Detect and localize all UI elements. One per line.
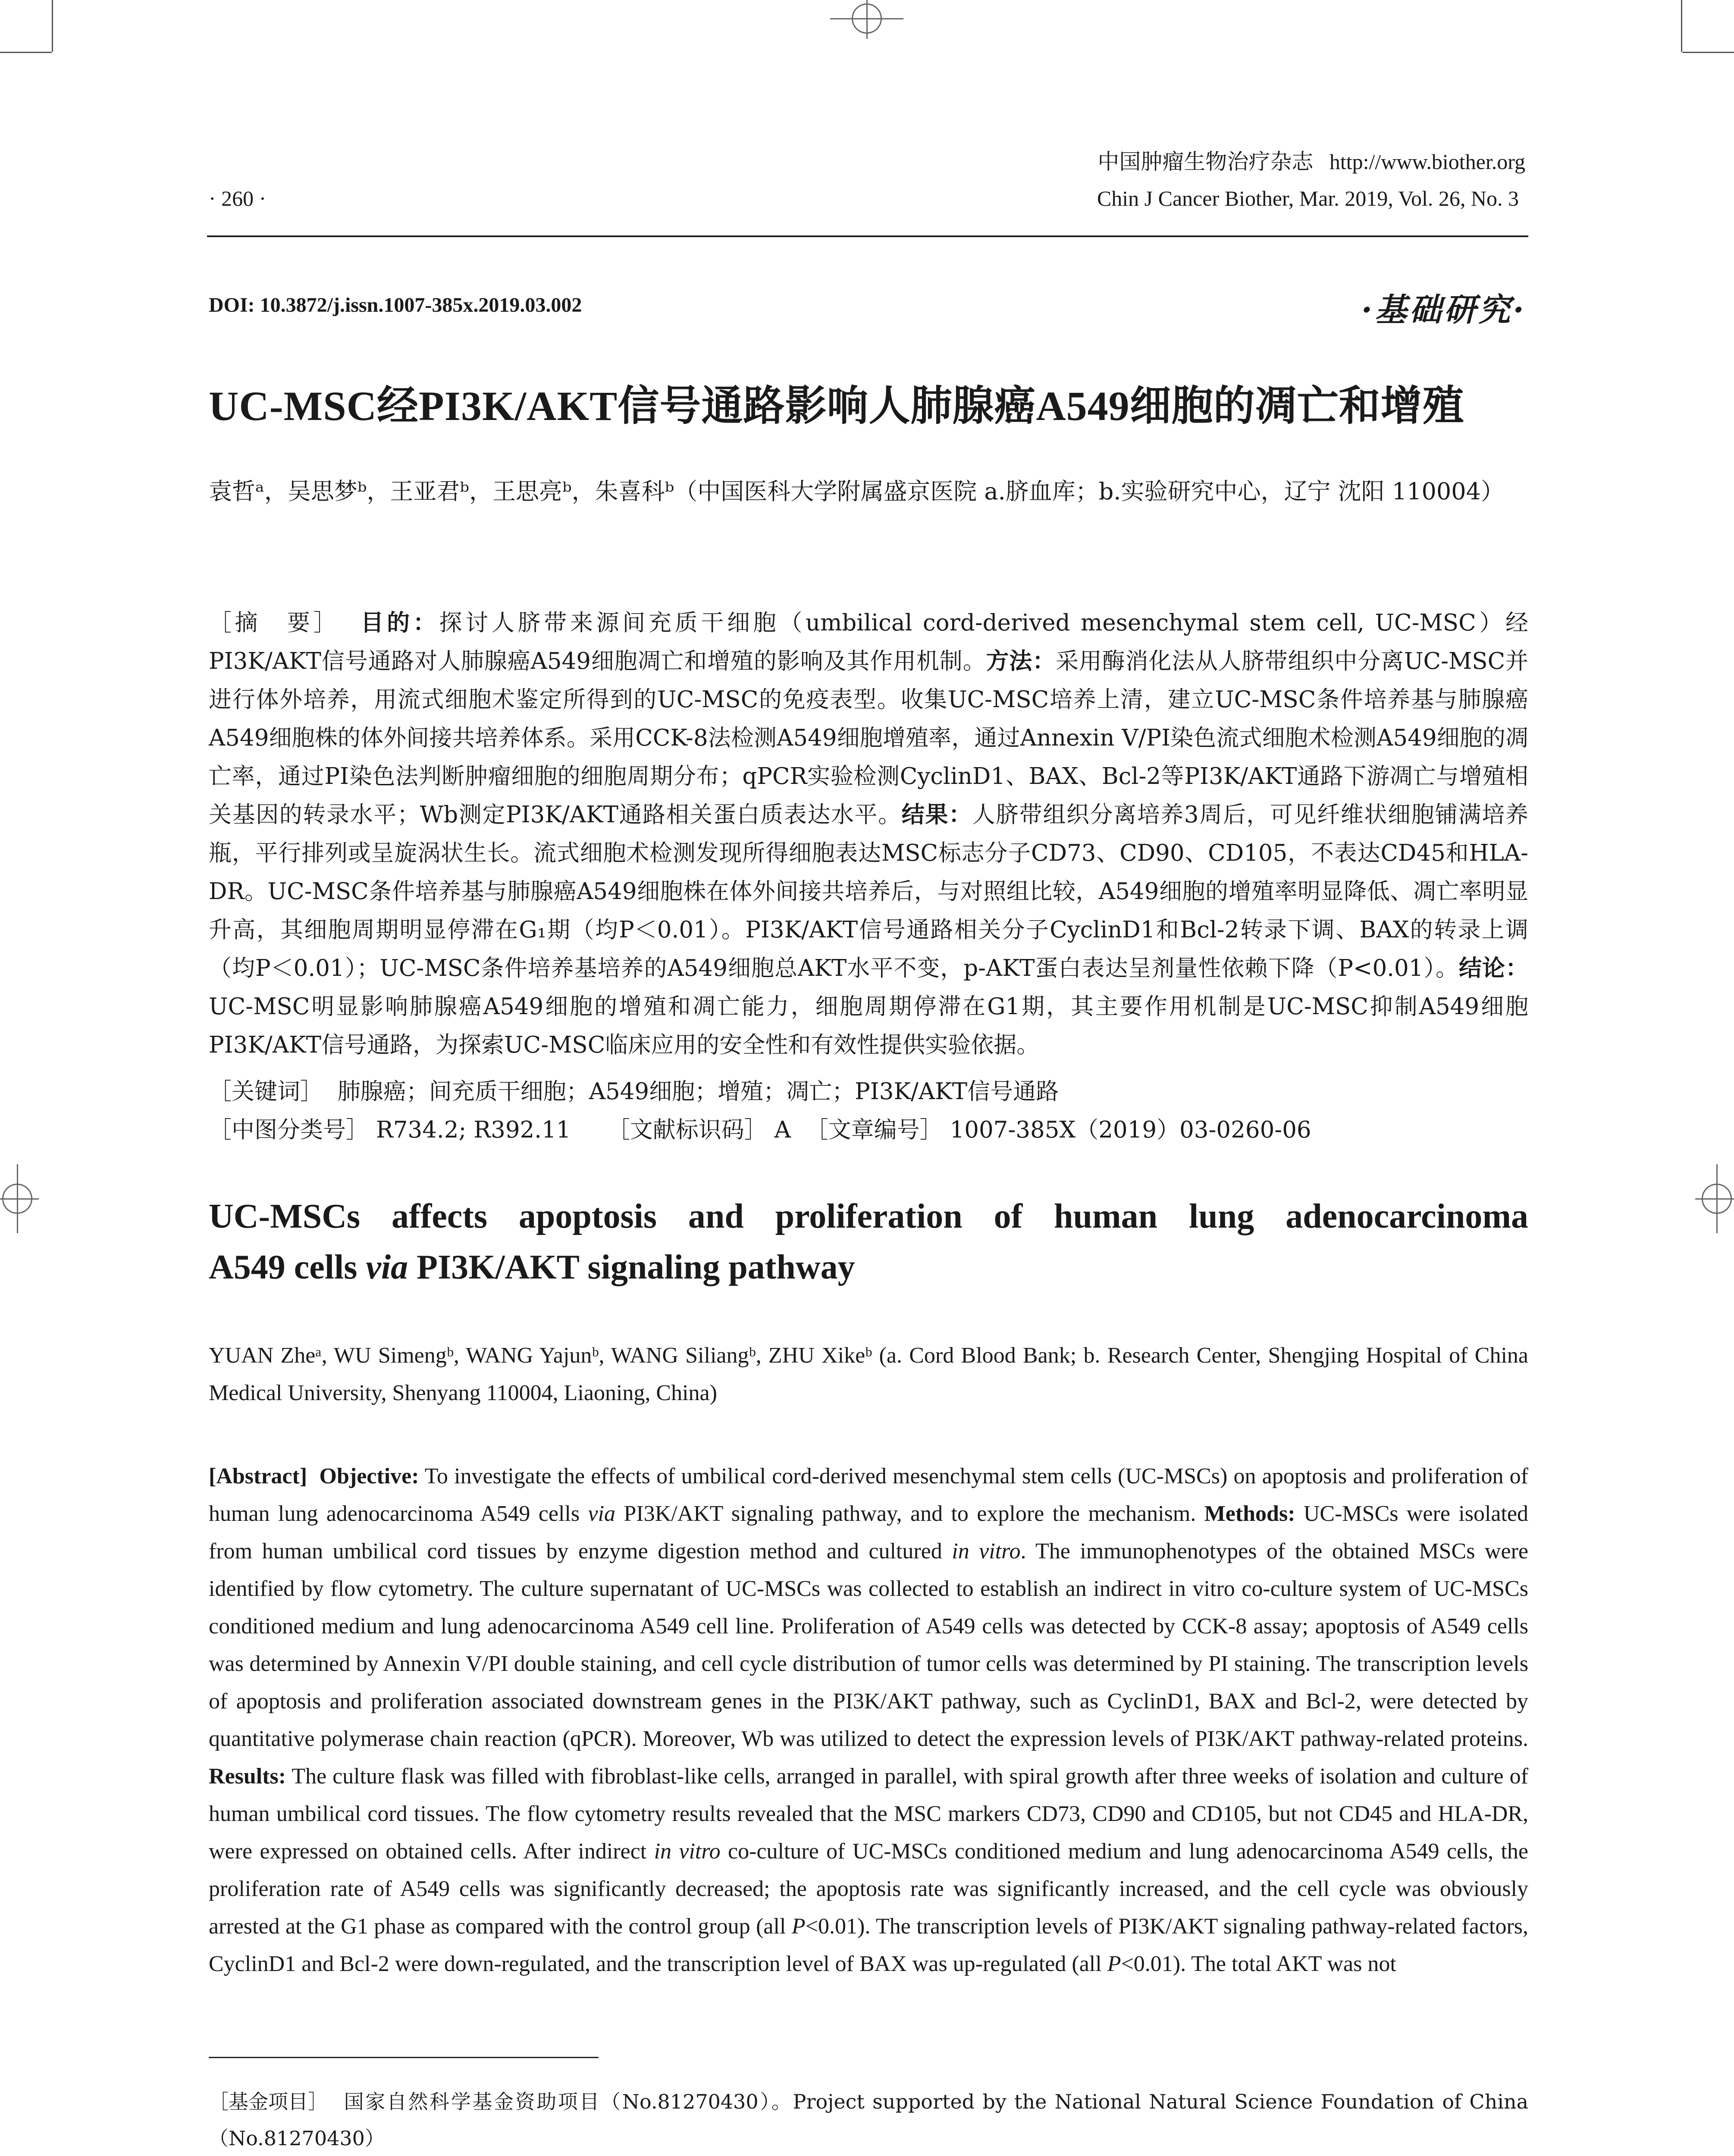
page-number: · 260 ·: [209, 186, 267, 210]
methods-en-invitro: in vitro: [952, 1539, 1021, 1564]
methods-en: . The immunophenotypes of the obtained MSCs were identified by flow cytometry. The culture supernatant of UC-MSCs was collected to establish an indirect in vitro co-culture system of UC-MSCs conditioned medium and lung adenocarcinoma A549 cell line. Proliferation of A549 cells was detected by CCK-8 assay; apoptosis of A549 cells was determined by Annexin V/PI double staining, and cell cycle distribution of tumor cells was determined by PI staining. The transcription levels of apoptosis and proliferation associated downstream genes in the PI3K/AKT pathway, such as CyclinD1, BAX and Bcl-2, were detected by quantitative polymerase chain reaction (qPCR). Moreover, Wb was utilized to detect the expression levels of PI3K/AKT pathway-related proteins.: [209, 1539, 1528, 1751]
title-en-via: via: [366, 1248, 408, 1286]
doc-code-label: ［文献标识码］: [607, 1117, 767, 1143]
crop-mark: [52, 0, 53, 52]
classification-line: [209, 1111, 1311, 1149]
footnote-fund: [209, 2084, 1528, 2156]
results-en-p: P: [1107, 1952, 1121, 1976]
journal-url: http://www.biother.org: [1329, 150, 1525, 174]
objective-cn: 探讨人脐带来源间充质干细胞（umbilical cord-derived mesenchymal stem cell, UC-MSC）经PI3K/AKT信号通路对人肺腺癌A549细胞凋亡和增殖的影响及其作用机制。: [209, 610, 1529, 674]
abstract-en: [209, 1457, 1528, 1983]
keywords-cn: [209, 1072, 1059, 1111]
objective-label-en: Objective:: [319, 1464, 419, 1489]
authors-en: YUAN Zheᵃ, WU Simengᵇ, WANG Yajunᵇ, WANG Siliangᵇ, ZHU Xikeᵇ (a. Cord Blood Bank; b. Research Center, Shengjing Hospital of China Medical University, Shenyang 110004, Liaoning, China): [209, 1343, 1528, 1405]
clc-value: R734.2; R392.11: [376, 1117, 571, 1143]
results-en: <0.01). The transcription levels of PI3K/AKT signaling pathway-related factors, CyclinD1 and Bcl-2 were down-regulated, and the transcription level of BAX was up-regulated (all: [209, 1914, 1528, 1976]
keywords-text-cn: 肺腺癌；间充质干细胞；A549细胞；增殖；凋亡；PI3K/AKT信号通路: [337, 1078, 1059, 1105]
article-title-cn: UC-MSC经PI3K/AKT信号通路影响人肺腺癌A549细胞的凋亡和增殖: [209, 383, 1464, 429]
fund-label: ［基金项目］: [209, 2090, 328, 2113]
article-title-en: [209, 1191, 1528, 1293]
abstract-label-cn: ［摘 要］: [209, 610, 340, 636]
doi: DOI: 10.3872/j.issn.1007-385x.2019.03.002: [209, 294, 582, 317]
methods-cn: 采用酶消化法从人脐带组织中分离UC-MSC并进行体外培养，用流式细胞术鉴定所得到的UC-MSC的免疫表型。收集UC-MSC培养上清，建立UC-MSC条件培养基与肺腺癌A549细胞株的体外间接共培养体系。采用CCK-8法检测A549细胞增殖率，通过Annexin V/PI染色流式细胞术检测A549细胞的凋亡率，通过PI染色法判断肿瘤细胞的细胞周期分布；qPCR实验检测CyclinD1、BAX、Bcl-2等PI3K/AKT通路下游凋亡与增殖相关基因的转录水平；Wb测定PI3K/AKT通路相关蛋白质表达水平。: [209, 648, 1528, 828]
methods-en: UC-MSCs were isolated from human umbilical cord tissues by enzyme digestion method and cultured: [209, 1501, 1528, 1564]
results-label-en: Results:: [209, 1764, 286, 1789]
results-en-invitro: in vitro: [654, 1839, 721, 1864]
conclusion-cn: UC-MSC明显影响肺腺癌A549细胞的增殖和凋亡能力，细胞周期停滞在G1期，其主要作用机制是UC-MSC抑制A549细胞PI3K/AKT信号通路，为探索UC-MSC临床应用的安全性和有效性提供实验依据。: [209, 993, 1528, 1058]
footnotes: [209, 2084, 1528, 2156]
methods-label-en: Methods:: [1204, 1501, 1295, 1526]
objective-en-via: via: [588, 1501, 615, 1526]
authors-cn: 袁哲ᵃ，吴思梦ᵇ，王亚君ᵇ，王思亮ᵇ，朱喜科ᵇ（中国医科大学附属盛京医院 a.脐血库；b.实验研究中心，辽宁 沈阳 110004）: [209, 478, 1504, 505]
conclusion-label-cn: 结论：: [1458, 955, 1528, 981]
methods-label-cn: 方法：: [986, 648, 1056, 674]
title-en-line2: [209, 1248, 855, 1286]
results-cn: 人脐带组织分离培养3周后，可见纤维状细胞铺满培养瓶，平行排列或呈旋涡状生长。流式细胞术检测发现所得细胞表达MSC标志分子CD73、CD90、CD105，不表达CD45和HLA-DR。UC-MSC条件培养基与肺腺癌A549细胞株在体外间接共培养后，与对照组比较，A549细胞的增殖率明显降低、凋亡率明显升高，其细胞周期明显停滞在G₁期（均P＜0.01）。PI3K/AKT信号通路相关分子CyclinD1和Bcl-2转录下调、BAX的转录上调（均P＜0.01）；UC-MSC条件培养基培养的A549细胞总AKT水平不变，p-AKT蛋白表达呈剂量性依赖下降（P<0.01）。: [209, 802, 1528, 981]
abstract-cn: [209, 604, 1528, 1064]
crop-mark: [0, 52, 52, 53]
article-number-value: 1007-385X（2019）03-0260-06: [950, 1117, 1311, 1143]
title-en-line1: UC-MSCs affects apoptosis and proliferation of human lung adenocarcinoma: [209, 1197, 1528, 1235]
title-en-part: PI3K/AKT signaling pathway: [408, 1248, 855, 1286]
running-header: [1026, 149, 1525, 175]
keywords-label-cn: ［关键词］: [209, 1078, 323, 1105]
journal-name-cn: 中国肿瘤生物治疗杂志: [1097, 149, 1314, 174]
objective-label-cn: 目的：: [361, 609, 439, 636]
article-number-label: ［文章编号］: [805, 1117, 943, 1143]
abstract-label-en: [Abstract]: [209, 1464, 307, 1489]
journal-citation: Chin J Cancer Biother, Mar. 2019, Vol. 26, No. 3: [1097, 186, 1519, 210]
clc-label: ［中图分类号］: [209, 1117, 369, 1143]
doc-code-value: A: [774, 1117, 791, 1143]
title-en-part: A549 cells: [209, 1248, 366, 1286]
results-en: The culture flask was filled with fibroblast-like cells, arranged in parallel, with spiral growth after three weeks of isolation and culture of human umbilical cord tissues. The flow cytometry results revealed that the MSC markers CD73, CD90 and CD105, but not CD45 and HLA-DR, were expressed on obtained cells. After indirect: [209, 1764, 1528, 1864]
fund-text: 国家自然科学基金资助项目（No.81270430）。Project supported by the National Natural Science Foundation of China（No.81270430）: [209, 2090, 1528, 2150]
footnote-rule: [209, 2057, 599, 2058]
results-en: <0.01). The total AKT was not: [1121, 1952, 1396, 1976]
results-en: co-culture of UC-MSCs conditioned medium and lung adenocarcinoma A549 cells, the proliferation rate of A549 cells was significantly decreased; the apoptosis rate was significantly increased, and the cell cycle was obviously arrested at the G1 phase as compared with the control group (all: [209, 1839, 1528, 1939]
crop-mark: [1681, 0, 1682, 52]
objective-en: PI3K/AKT signaling pathway, and to explore the mechanism.: [615, 1501, 1204, 1526]
results-label-cn: 结果：: [901, 801, 972, 828]
crop-mark: [1682, 52, 1734, 53]
objective-en: To investigate the effects of umbilical cord-derived mesenchymal stem cells (UC-MSCs) on apoptosis and proliferation of human lung adenocarcinoma A549 cells: [209, 1464, 1529, 1526]
header-rule: [207, 235, 1528, 237]
section-tag: ·基础研究·: [1361, 291, 1527, 329]
results-en-p: P: [791, 1914, 806, 1939]
